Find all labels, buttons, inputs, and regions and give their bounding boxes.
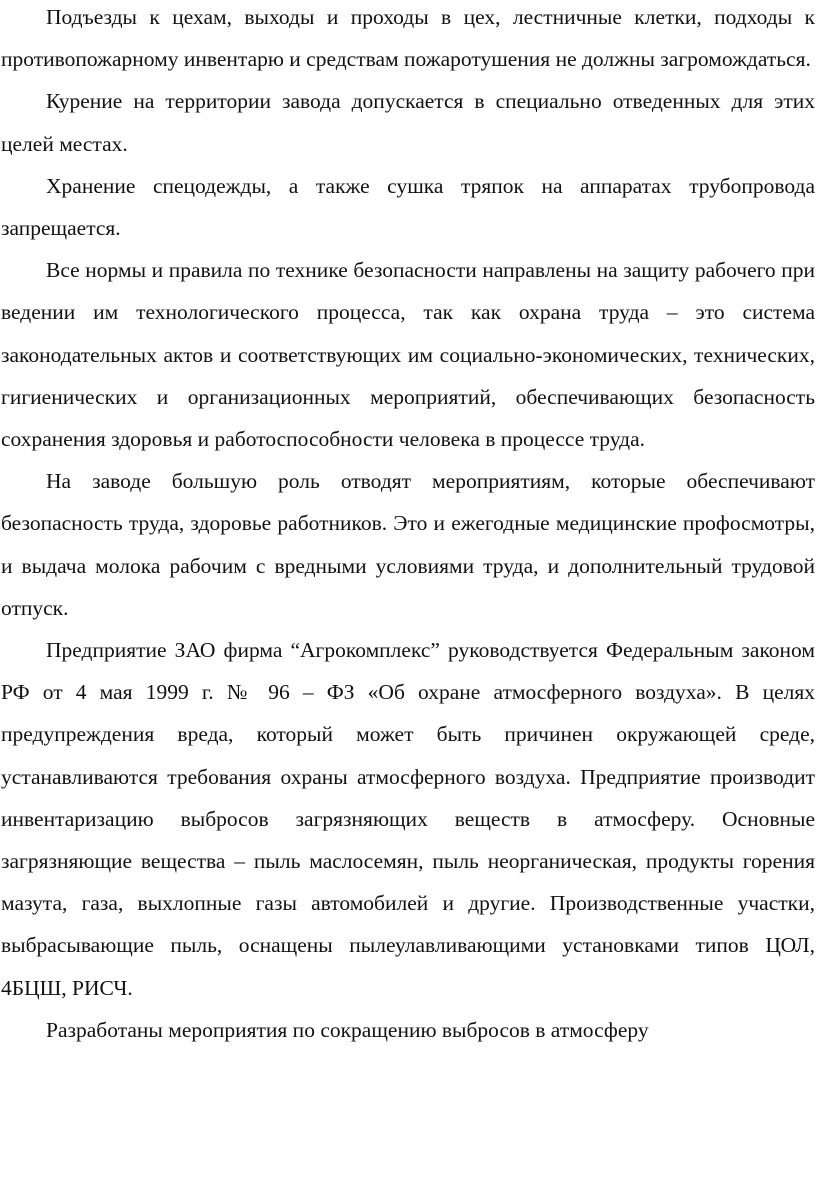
paragraph-safety-norms: Все нормы и правила по технике безопасности направлены на защиту рабочего при ведении им технологического процесса, так как охрана труда – это система законодательных актов и соответствующих им социально-экономических, технических, гигиенических и организационных мероприятий, обеспечивающих безопасность сохранения здоровья и работоспособности человека в процессе труда. [1, 258, 815, 452]
paragraph-fire-safety: Подъезды к цехам, выходы и проходы в цех, лестничные клетки, подходы к противопожарному инвентарю и средствам пожаротушения не должны загромождаться. [1, 5, 815, 72]
paragraph-health-measures: На заводе большую роль отводят мероприятиям, которые обеспечивают безопасность труда, здоровье работников. Это и ежегодные медицинские профосмотры, и выдача молока рабочим с вредными условиями труда, и дополнительный трудовой отпуск. [1, 469, 815, 620]
paragraph-workwear: Хранение спецодежды, а также сушка тряпок на аппаратах трубопровода запрещается. [1, 173, 815, 241]
paragraph-air-protection: Предприятие ЗАО фирма “Агрокомплекс” руководствуется Федеральным законом РФ от 4 мая 1999 г. № 96 – ФЗ «Об охране атмосферного воздуха». В целях предупреждения вреда, который может быть причинен окружающей среде, устанавливаются требования охраны атмосферного воздуха. Предприятие производит инвентаризацию выбросов загрязняющих веществ в атмосферу. Основные загрязняющие вещества – пыль маслосемян, пыль неорганическая, продукты горения мазута, газа, выхлопные газы автомобилей и другие. Производственные участки, выбрасывающие пыль, оснащены пылеулавливающими установками типов ЦОЛ, 4БЦШ, РИСЧ. [1, 638, 815, 1000]
paragraph-emission-measures: Разработаны мероприятия по сокращению выбросов в атмосферу [46, 1017, 649, 1042]
paragraph-smoking: Курение на территории завода допускается в специально отведенных для этих целей местах. [1, 89, 815, 156]
